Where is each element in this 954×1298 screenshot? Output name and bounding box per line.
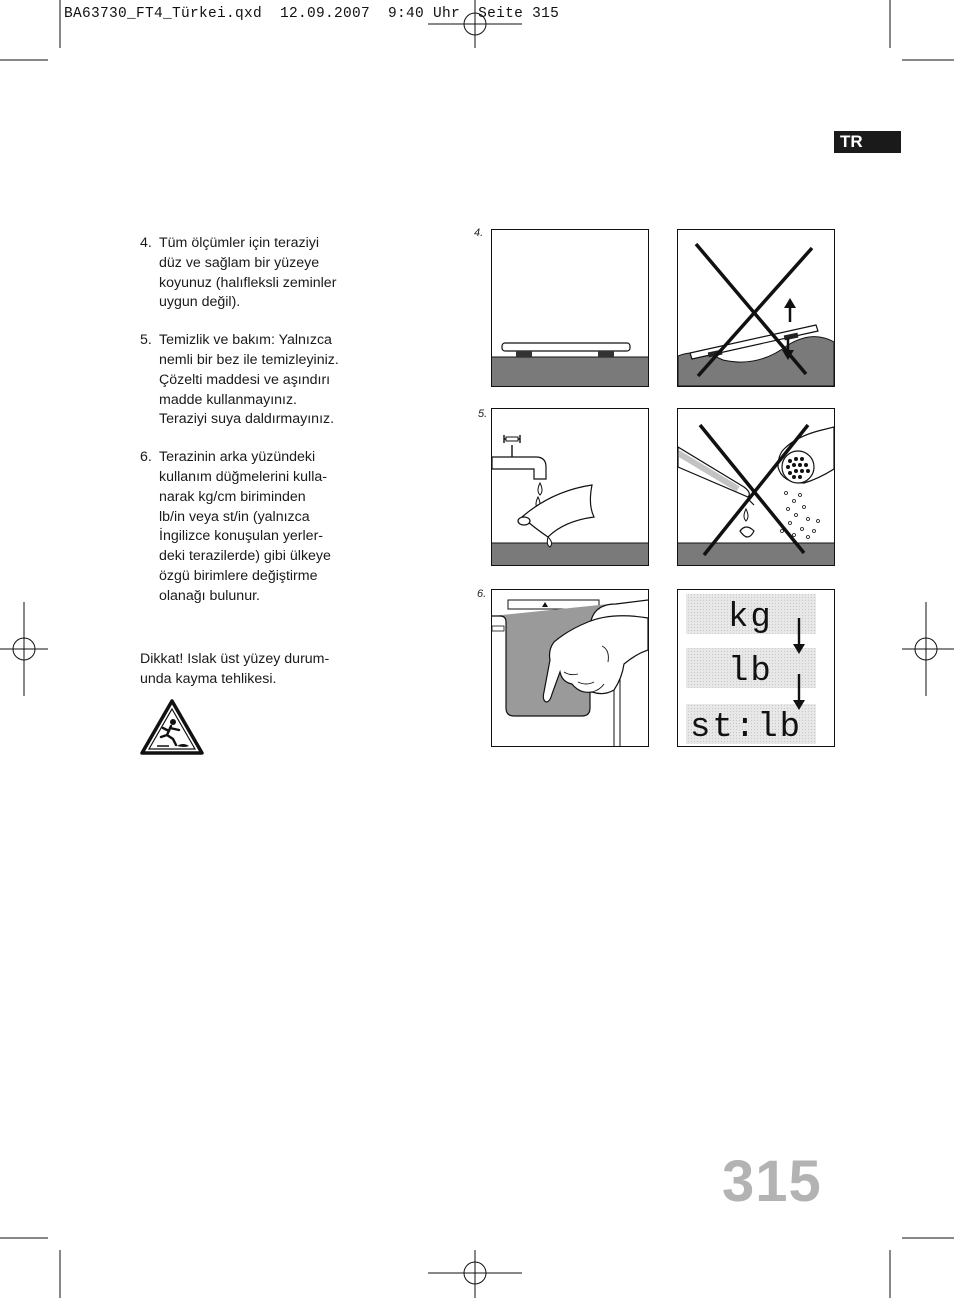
file-slug: BA63730_FT4_Türkei.qxd 12.09.2007 9:40 Uhr Seite 315 <box>64 6 560 22</box>
illustration-no-abrasives-crossed <box>677 408 835 566</box>
illustration-damp-cloth <box>491 408 649 566</box>
slippery-floor-warning-icon <box>139 698 205 756</box>
figure-label-4: 4. <box>474 227 484 239</box>
illustration-unit-button-back <box>491 589 649 747</box>
warning-text: Dikkat! Islak üst yüzey durum- unda kayma tehlikesi. <box>140 651 330 687</box>
step-text: Temizlik ve bakım: Yalnızca nemli bir bez ile temizleyiniz. Çözelti maddesi ve aşındırı madde kullanmayınız. Teraziyi suya daldırmayınız. <box>159 332 339 428</box>
step-number: 5. <box>140 332 152 349</box>
language-badge: TR <box>834 131 901 153</box>
display-unit-kg: kg <box>728 599 773 637</box>
figure-label-5: 5. <box>478 408 488 420</box>
figure-label-6: 6. <box>477 588 487 600</box>
display-unit-stlb: st:lb <box>690 709 803 746</box>
step-number: 6. <box>140 449 152 466</box>
step-4 <box>140 234 365 313</box>
illustration-unit-display <box>677 589 835 747</box>
step-5 <box>140 331 365 430</box>
step-number: 4. <box>140 235 152 251</box>
step-text: Terazinin arka yüzündeki kullanım düğmelerini kulla- narak kg/cm biriminden lb/in veya st/in (yalnızca İngilizce konuşulan yerler- deki terazilerde) gibi ülkeye özgü birimlere değiştirme olanağı bulunur. <box>159 449 331 604</box>
illustration-scale-flat-floor <box>491 229 649 387</box>
instruction-steps <box>140 234 365 625</box>
page-number: 315 <box>722 1149 822 1214</box>
illustration-scale-on-carpet-crossed <box>677 229 835 387</box>
step-text: Tüm ölçümler için teraziyi düz ve sağlam bir yüzeye koyunuz (halıfleksli zeminler uygun değil). <box>159 235 337 311</box>
step-6 <box>140 448 365 606</box>
display-unit-lb: lb <box>728 653 773 691</box>
